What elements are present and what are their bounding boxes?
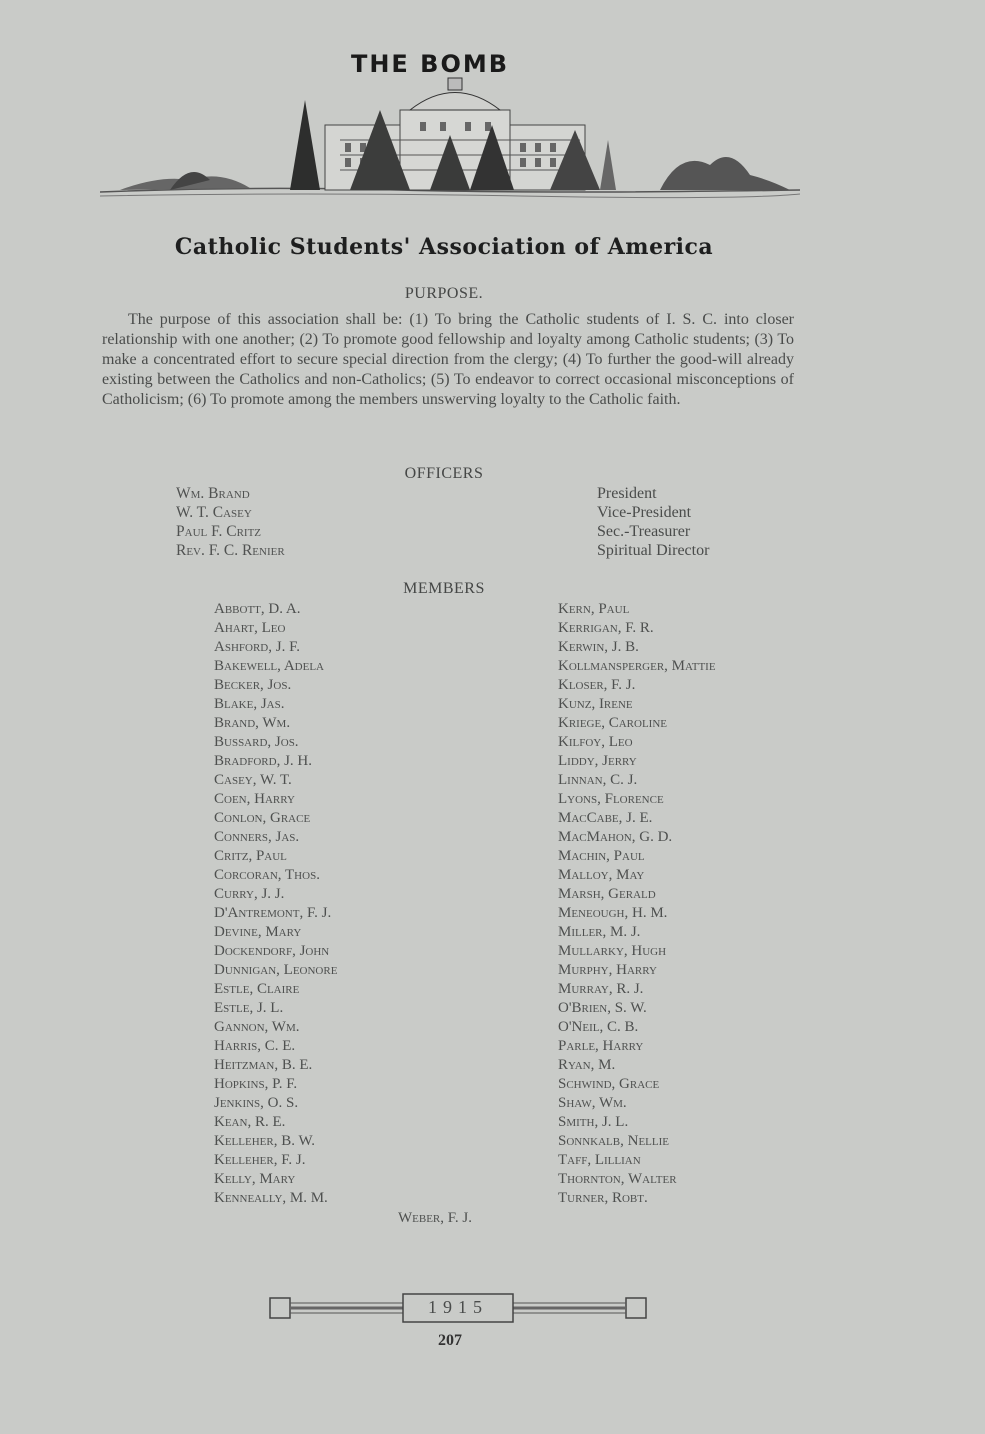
member-name: Hopkins, P. F.: [214, 1076, 298, 1092]
member-name: Miller, M. J.: [558, 924, 641, 940]
member-name: Estle, J. L.: [214, 1000, 284, 1016]
year-label: 1915: [428, 1297, 488, 1317]
members-right-column: [558, 600, 716, 1208]
officer-name: Rev. F. C. Renier: [176, 542, 285, 559]
member-name: Corcoran, Thos.: [214, 867, 320, 883]
member-name: Sonnkalb, Nellie: [558, 1133, 669, 1149]
member-name: Dockendorf, John: [214, 943, 330, 959]
member-name: Bussard, Jos.: [214, 734, 299, 750]
member-name: MacCabe, J. E.: [558, 810, 653, 826]
purpose-paragraph: The purpose of this association shall be: (1) To bring the Catholic students of I. S. C. into closer relationship with one another; (2) To promote good fellowship and loyalty among Catholic students; (3) To make a concentrated effort to secure special direction from the clergy; (4) To further the good-will already existing between the Catholics and non-Catholics; (5) To endeavor to correct occasional misconceptions of Catholicism; (6) To promote among the members unswerving loyalty to the Catholic faith.: [102, 311, 794, 408]
purpose-text: [102, 310, 794, 410]
member-name: Kean, R. E.: [214, 1114, 286, 1130]
member-name: Turner, Robt.: [558, 1190, 648, 1206]
member-name: Gannon, Wm.: [214, 1019, 300, 1035]
member-name: Kerrigan, F. R.: [558, 620, 654, 636]
member-name: Brand, Wm.: [214, 715, 291, 731]
member-name: Murray, R. J.: [558, 981, 644, 997]
member-name: Shaw, Wm.: [558, 1095, 627, 1111]
member-name: Kilfoy, Leo: [558, 734, 633, 750]
officer-title: Sec.-Treasurer: [597, 523, 691, 540]
officer-titles: [597, 484, 709, 560]
member-name: Bakewell, Adela: [214, 658, 324, 674]
member-name: Ahart, Leo: [214, 620, 286, 636]
member-name: Curry, J. J.: [214, 886, 285, 902]
member-name: Heitzman, B. E.: [214, 1057, 313, 1073]
member-name: Kelleher, F. J.: [214, 1152, 306, 1168]
officer-title: Vice-President: [597, 504, 692, 521]
officer-names: [176, 484, 285, 560]
member-name: Kenneally, M. M.: [214, 1190, 328, 1206]
member-name: Abbott, D. A.: [214, 601, 301, 617]
member-name: Schwind, Grace: [558, 1076, 660, 1092]
member-name: Becker, Jos.: [214, 677, 292, 693]
member-name: Jenkins, O. S.: [214, 1095, 299, 1111]
member-name: Weber, F. J.: [398, 1210, 472, 1226]
member-name: Liddy, Jerry: [558, 753, 637, 769]
member-name: O'Neil, C. B.: [558, 1019, 639, 1035]
member-name: Kelleher, B. W.: [214, 1133, 315, 1149]
member-name: Meneough, H. M.: [558, 905, 668, 921]
officer-name: Wm. Brand: [176, 485, 250, 502]
member-name: Kunz, Irene: [558, 696, 633, 712]
member-name: MacMahon, G. D.: [558, 829, 673, 845]
member-name: Linnan, C. J.: [558, 772, 638, 788]
officer-name: Paul F. Critz: [176, 523, 262, 540]
member-name: Harris, C. E.: [214, 1038, 296, 1054]
officers-heading: OFFICERS: [404, 465, 484, 482]
purpose-heading: PURPOSE.: [404, 285, 484, 302]
member-name: Kelly, Mary: [214, 1171, 296, 1187]
member-name: Smith, J. L.: [558, 1114, 629, 1130]
bomb-title: THE BOMB: [350, 50, 510, 78]
page-number: 207: [438, 1332, 462, 1349]
members-heading: MEMBERS: [403, 580, 485, 597]
member-name: O'Brien, S. W.: [558, 1000, 647, 1016]
member-name: Casey, W. T.: [214, 772, 292, 788]
member-name: Kloser, F. J.: [558, 677, 636, 693]
member-name: Conners, Jas.: [214, 829, 300, 845]
members-left-column: [214, 600, 337, 1208]
member-name: Coen, Harry: [214, 791, 295, 807]
member-name: Bradford, J. H.: [214, 753, 312, 769]
member-name: Kern, Paul: [558, 601, 630, 617]
member-name: Kriege, Caroline: [558, 715, 667, 731]
member-name: Ashford, J. F.: [214, 639, 300, 655]
page-title: Catholic Students' Association of America: [174, 234, 714, 260]
member-name: Conlon, Grace: [214, 810, 311, 826]
member-name: Ryan, M.: [558, 1057, 616, 1073]
member-name: Dunnigan, Leonore: [214, 962, 338, 978]
officer-title: President: [597, 485, 657, 502]
member-name: Kerwin, J. B.: [558, 639, 639, 655]
member-name: Critz, Paul: [214, 848, 287, 864]
officer-title: Spiritual Director: [597, 542, 710, 559]
member-name: Devine, Mary: [214, 924, 302, 940]
member-name: Malloy, May: [558, 867, 645, 883]
member-name: Lyons, Florence: [558, 791, 664, 807]
member-name: Blake, Jas.: [214, 696, 285, 712]
member-name: Marsh, Gerald: [558, 886, 656, 902]
member-name: Parle, Harry: [558, 1038, 644, 1054]
member-name: Kollmansperger, Mattie: [558, 658, 716, 674]
member-name: Estle, Claire: [214, 981, 300, 997]
member-name: Taff, Lillian: [558, 1152, 641, 1168]
member-name: Thornton, Walter: [558, 1171, 677, 1187]
member-name: Machin, Paul: [558, 848, 645, 864]
officer-name: W. T. Casey: [176, 504, 252, 521]
member-name: D'Antremont, F. J.: [214, 905, 332, 921]
member-name: Mullarky, Hugh: [558, 943, 667, 959]
member-name: Murphy, Harry: [558, 962, 657, 978]
